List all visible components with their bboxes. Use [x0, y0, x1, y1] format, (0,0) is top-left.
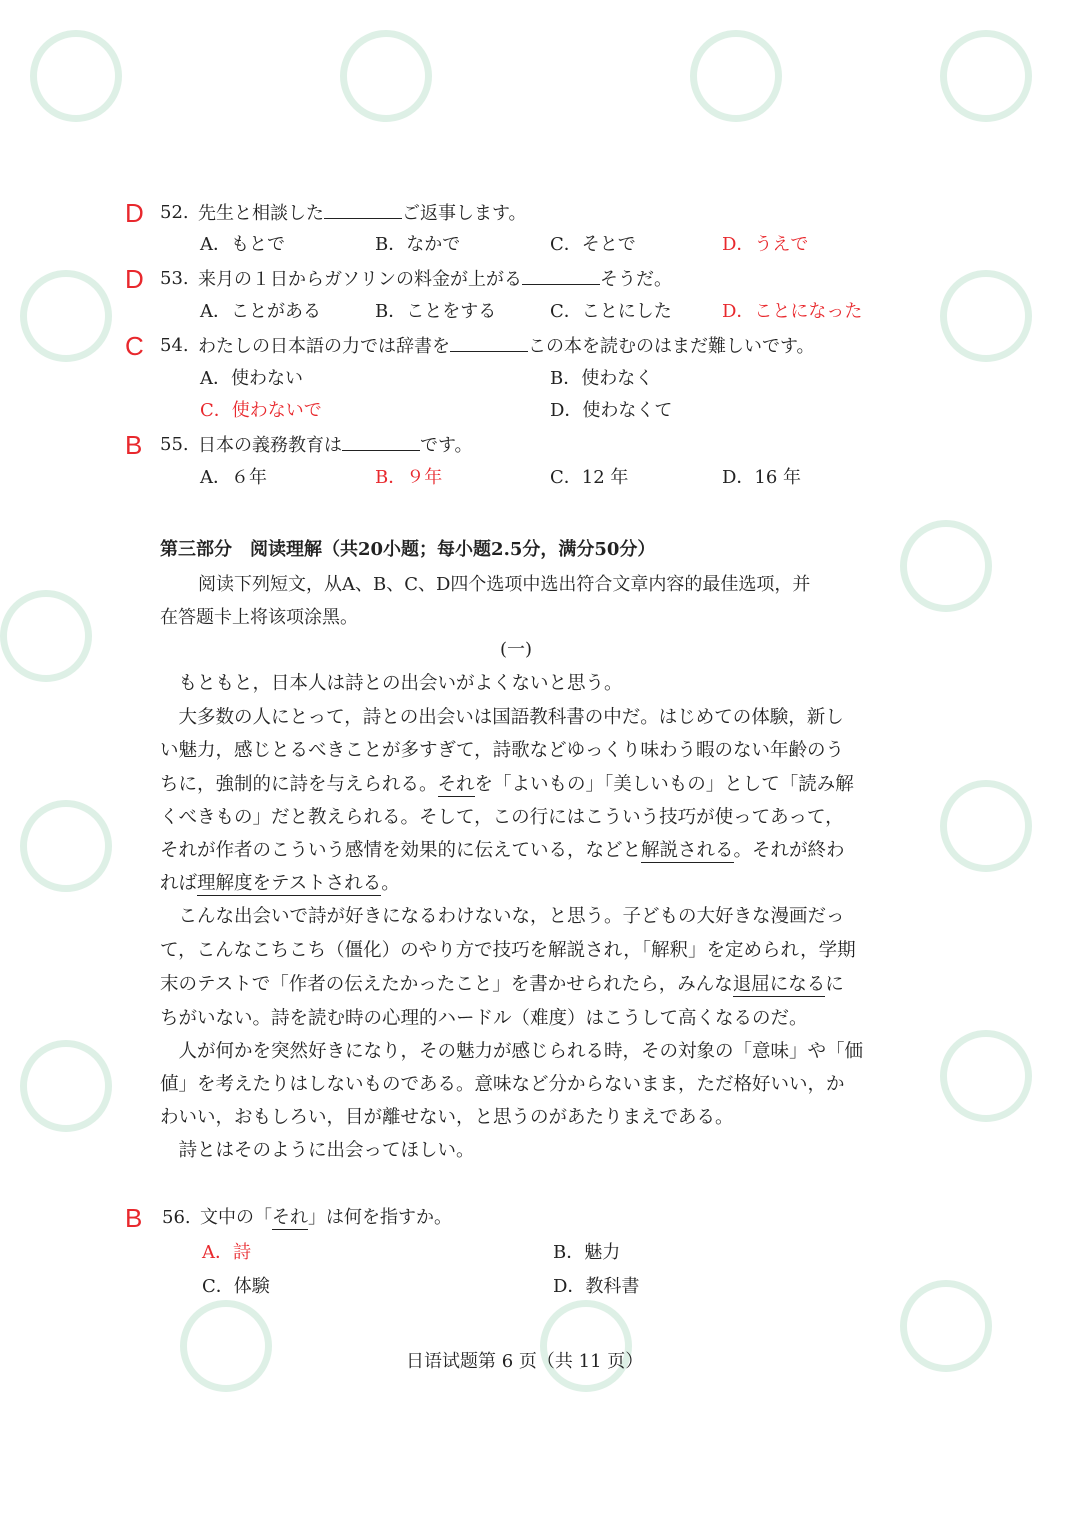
text-segment: て，こんなこちこち（僵化）のやり方で技巧を解説され，「解釈」を定められ，学期	[160, 940, 856, 961]
passage-number: (一)	[500, 639, 533, 660]
watermark-logo-icon	[20, 800, 112, 892]
answer-mark: B	[125, 1203, 143, 1233]
text-segment: わいい，おもしろい，目が離せない，と思うのがあたりまえである。	[160, 1107, 734, 1128]
text-segment: こんな出会いで詩が好きになるわけないな，と思う。子どもの大好きな漫画だっ	[160, 906, 845, 927]
option-d: D．16 年	[722, 467, 802, 488]
question-text: 日本の義務教育は です。	[198, 435, 473, 456]
watermark-logo-icon	[940, 270, 1032, 362]
question-number: 56.	[162, 1207, 191, 1228]
question-text: 先生と相談した ご返事します。	[198, 203, 527, 224]
watermark-logo-icon	[0, 590, 92, 682]
option-b: B．９年	[375, 467, 443, 488]
option-a: A．もとで	[200, 234, 285, 255]
text-segment: もともと，日本人は詩との出会いがよくないと思う。	[160, 673, 623, 694]
option-d: D．うえで	[722, 234, 809, 255]
watermark-logo-icon	[20, 1040, 112, 1132]
text-segment: ちがいない。詩を読む時の心理的ハードル（难度）はこうして高くなるのだ。	[160, 1008, 808, 1029]
underlined-phrase: それ	[437, 774, 475, 795]
question-text: わたしの日本語の力では辞書を この本を読むのはまだ難しいです。	[198, 336, 815, 357]
answer-mark: C	[125, 331, 144, 361]
watermark-logo-icon	[900, 1280, 992, 1372]
passage-line	[160, 906, 880, 928]
watermark-logo-icon	[540, 1300, 632, 1392]
text-segment: ちに，強制的に詩を与えられる。	[160, 774, 438, 795]
passage-line	[160, 707, 880, 729]
text-segment: 詩とはそのように出会ってほしい。	[160, 1140, 475, 1161]
text-segment: れば	[160, 873, 198, 894]
option-c: C．体験	[202, 1276, 270, 1297]
passage-line	[160, 873, 880, 895]
text-segment: い魅力，感じとるべきことが多すぎて，詩歌などゆっくり味わう暇のない年齢のう	[160, 740, 844, 761]
answer-blank	[450, 335, 528, 352]
option-b: B．使わなく	[550, 368, 654, 389]
answer-mark: B	[125, 430, 143, 460]
answer-blank	[342, 434, 420, 451]
passage-line	[160, 840, 880, 862]
passage-line	[160, 974, 880, 996]
option-b: B．魅力	[553, 1242, 621, 1263]
underlined-phrase: 理解度をテストされる	[197, 873, 382, 894]
passage-line	[160, 673, 880, 695]
underlined-phrase: 解説される	[641, 840, 734, 861]
option-c: C．使わないで	[200, 400, 322, 421]
option-c: C．12 年	[550, 467, 629, 488]
passage-line	[160, 1008, 880, 1030]
question-number: 53.	[160, 268, 189, 289]
question-number: 55.	[160, 434, 189, 455]
text-segment: 。それが終わ	[733, 840, 845, 861]
text-segment: 大多数の人にとって，詩との出会いは国語教科書の中だ。はじめての体験，新し	[160, 707, 844, 728]
passage-line	[160, 1107, 880, 1129]
passage-line	[160, 940, 880, 962]
option-d: D．ことになった	[722, 301, 863, 322]
underlined-word: それ	[272, 1207, 308, 1228]
option-b: B．ことをする	[375, 301, 497, 322]
option-d: D．教科書	[553, 1276, 640, 1297]
instructions-line-1: 阅读下列短文，从A、B、C、D四个选项中选出符合文章内容的最佳选项，并	[198, 574, 811, 595]
section-title: 第三部分 阅读理解（共20小题；每小题2.5分，满分50分）	[160, 539, 656, 560]
answer-blank	[522, 268, 600, 285]
option-c: C．そとで	[550, 234, 636, 255]
text-segment: 人が何かを突然好きになり，その魅力が感じられる時，その対象の「意味」や「価	[160, 1041, 864, 1062]
text-segment: くべきもの」だと教えられる。そして，この行にはこういう技巧が使ってあって，	[160, 807, 844, 828]
option-b: B．なかで	[375, 234, 461, 255]
text-segment: それが作者のこういう感情を効果的に伝えている，などと	[160, 840, 642, 861]
option-d: D．使わなくて	[550, 400, 673, 421]
question-text: 来月の１日からガソリンの料金が上がる そうだ。	[198, 269, 672, 290]
watermark-logo-icon	[20, 270, 112, 362]
instructions-line-2: 在答题卡上将该项涂黑。	[160, 607, 358, 628]
text-segment: を「よいもの」「美しいもの」として「読み解	[474, 774, 854, 795]
option-a: A．使わない	[200, 368, 303, 389]
watermark-logo-icon	[940, 780, 1032, 872]
passage-line	[160, 774, 880, 796]
text-segment: に	[825, 974, 844, 995]
watermark-logo-icon	[690, 30, 782, 122]
watermark-logo-icon	[900, 520, 992, 612]
option-c: C．ことにした	[550, 301, 672, 322]
answer-mark: D	[125, 264, 144, 294]
option-a: A．６年	[200, 467, 267, 488]
watermark-logo-icon	[340, 30, 432, 122]
text-segment: 値」を考えたりはしないものである。意味など分からないまま，ただ格好いい，か	[160, 1074, 845, 1095]
watermark-logo-icon	[940, 30, 1032, 122]
passage-line	[160, 807, 880, 829]
option-a: A．詩	[202, 1242, 251, 1263]
watermark-logo-icon	[940, 1030, 1032, 1122]
option-a: A．ことがある	[200, 301, 321, 322]
underlined-phrase: 退屈になる	[732, 974, 826, 995]
passage-line	[160, 740, 880, 762]
question-text: 文中の「それ」は何を指すか。	[200, 1207, 452, 1228]
text-segment: 。	[381, 873, 400, 894]
passage-line	[160, 1140, 880, 1162]
question-number: 54.	[160, 335, 189, 356]
question-number: 52.	[160, 202, 189, 223]
passage-line	[160, 1074, 880, 1096]
answer-mark: D	[125, 198, 144, 228]
text-segment: 末のテストで「作者の伝えたかったこと」を書かせられたら，みんな	[160, 974, 733, 995]
watermark-logo-icon	[30, 30, 122, 122]
passage-line	[160, 1041, 880, 1063]
answer-blank	[324, 202, 402, 219]
page-footer: 日语试题第 6 页（共 11 页）	[406, 1351, 644, 1372]
watermark-logo-icon	[180, 1300, 272, 1392]
